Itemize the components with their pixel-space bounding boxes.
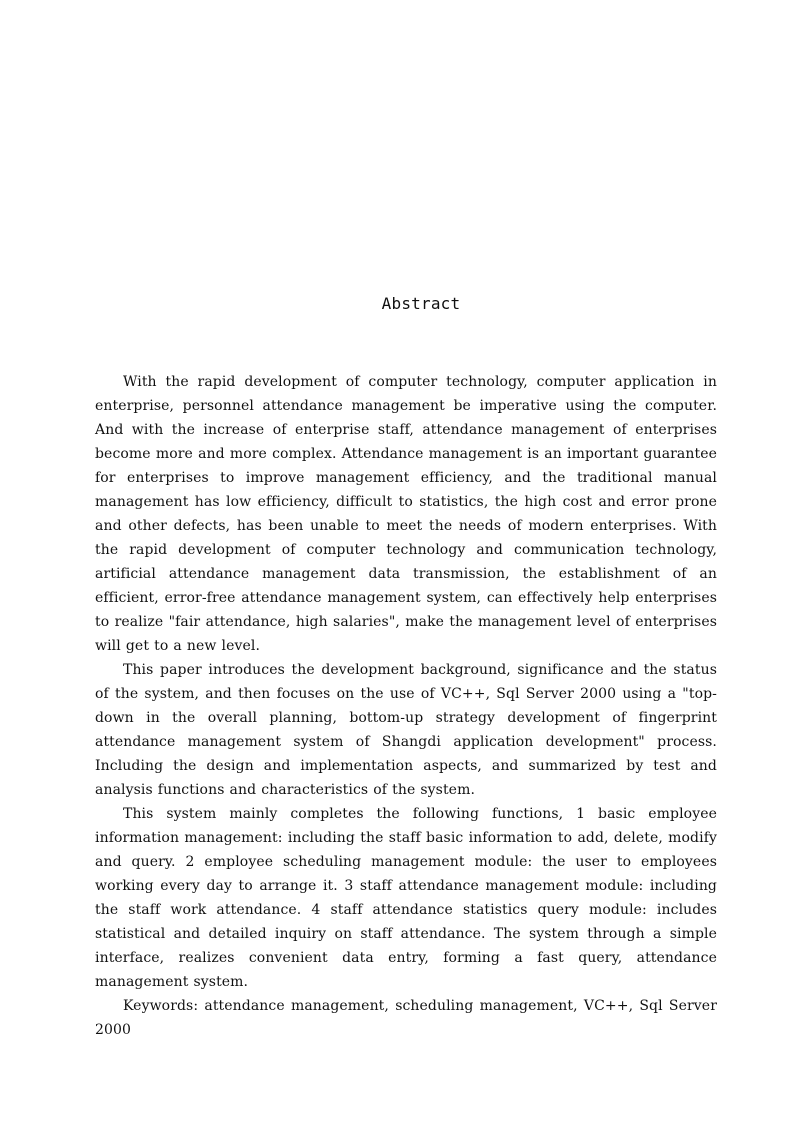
abstract-body — [95, 370, 717, 1042]
abstract-paragraph-1: With the rapid development of computer technology, computer application in enterprise, personnel attendance management be imperative using the computer. And with the increase of enterprise staff, attendance management of enterprises become more and more complex. Attendance management is an important guarantee for enterprises to improve management efficiency, and the traditional manual management has low efficiency, difficult to statistics, the high cost and error prone and other defects, has been unable to meet the needs of modern enterprises. With the rapid development of computer technology and communication technology, artificial attendance management data transmission, the establishment of an efficient, error-free attendance management system, can effectively help enterprises to realize "fair attendance, high salaries", make the management level of enterprises will get to a new level. — [95, 374, 717, 654]
keywords-line: Keywords: attendance management, scheduling management, VC++, Sql Server 2000 — [95, 998, 717, 1038]
abstract-paragraph-2: This paper introduces the development background, significance and the status of the system, and then focuses on the use of VC++, Sql Server 2000 using a "top-down in the overall planning, bottom-up strategy development of fingerprint attendance management system of Shangdi application development" process. Including the design and implementation aspects, and summarized by test and analysis functions and characteristics of the system. — [95, 662, 717, 798]
abstract-paragraph-3: This system mainly completes the following functions, 1 basic employee information management: including the staff basic information to add, delete, modify and query. 2 employee scheduling management module: the user to employees working every day to arrange it. 3 staff attendance management module: including the staff work attendance. 4 staff attendance statistics query module: includes statistical and detailed inquiry on staff attendance. The system through a simple interface, realizes convenient data entry, forming a fast query, attendance management system. — [95, 806, 717, 990]
abstract-title: Abstract — [381, 294, 461, 313]
